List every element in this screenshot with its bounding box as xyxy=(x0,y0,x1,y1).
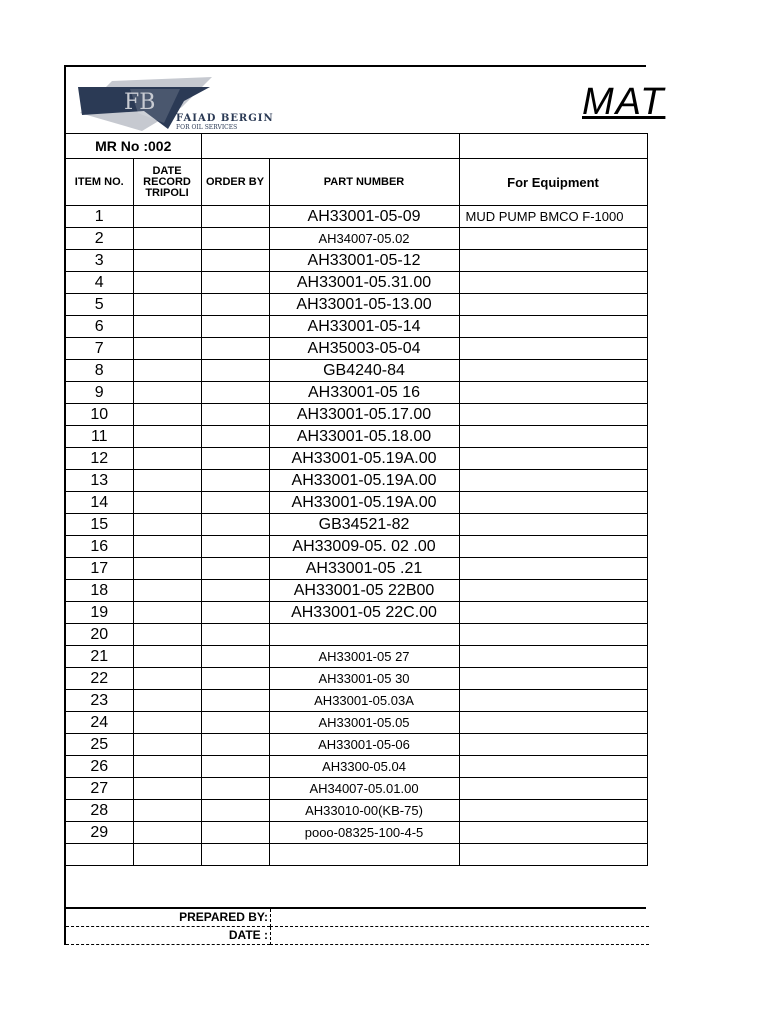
date-record-cell xyxy=(133,558,201,580)
item-number-cell: 13 xyxy=(65,470,133,492)
part-number-cell: AH33001-05 .21 xyxy=(269,558,459,580)
order-by-cell xyxy=(201,646,269,668)
item-number-cell: 26 xyxy=(65,756,133,778)
item-number-cell: 27 xyxy=(65,778,133,800)
part-number-cell: AH33001-05-12 xyxy=(269,250,459,272)
equipment-cell xyxy=(459,800,647,822)
part-number-cell: AH33010-00(KB-75) xyxy=(269,800,459,822)
equipment-cell xyxy=(459,470,647,492)
material-request-sheet xyxy=(64,65,666,945)
date-record-cell xyxy=(133,536,201,558)
equipment-cell xyxy=(459,778,647,800)
date-record-cell xyxy=(133,426,201,448)
part-number-cell: AH33001-05.05 xyxy=(269,712,459,734)
item-number-cell: 21 xyxy=(65,646,133,668)
order-by-cell xyxy=(201,624,269,646)
part-number-cell: AH33001-05.17.00 xyxy=(269,404,459,426)
date-record-cell xyxy=(133,316,201,338)
table-row xyxy=(65,492,647,514)
item-number-cell: 18 xyxy=(65,580,133,602)
table-row xyxy=(65,800,647,822)
item-number-cell: 2 xyxy=(65,228,133,250)
part-number-cell: AH33001-05-13.00 xyxy=(269,294,459,316)
date-record-cell xyxy=(133,250,201,272)
equipment-cell xyxy=(459,690,647,712)
table-row xyxy=(65,426,647,448)
company-subtitle: FOR OIL SERVICES xyxy=(176,124,238,131)
part-number-cell: AH33001-05-14 xyxy=(269,316,459,338)
order-by-cell xyxy=(201,668,269,690)
equipment-cell: MUD PUMP BMCO F-1000 xyxy=(459,206,647,228)
order-by-cell xyxy=(201,228,269,250)
equipment-cell xyxy=(459,646,647,668)
item-number-cell: 28 xyxy=(65,800,133,822)
table-row xyxy=(65,250,647,272)
part-number-cell: AH33001-05.19A.00 xyxy=(269,492,459,514)
item-number-cell: 15 xyxy=(65,514,133,536)
part-number-cell: AH33001-05.03A xyxy=(269,690,459,712)
equipment-cell xyxy=(459,536,647,558)
table-row xyxy=(65,514,647,536)
mr-right-cell xyxy=(459,134,647,159)
part-number-cell: AH33001-05 30 xyxy=(269,668,459,690)
equipment-cell xyxy=(459,492,647,514)
order-by-cell xyxy=(201,294,269,316)
order-by-cell xyxy=(201,272,269,294)
company-name: FAIAD BERGIN xyxy=(176,113,274,124)
col-for-equipment: For Equipment xyxy=(459,159,647,206)
equipment-cell xyxy=(459,338,647,360)
date-record-cell xyxy=(133,514,201,536)
equipment-cell xyxy=(459,756,647,778)
equipment-cell xyxy=(459,624,647,646)
date-record-cell xyxy=(133,492,201,514)
page-title: MAT xyxy=(582,81,666,123)
date-field[interactable] xyxy=(270,927,649,945)
table-row xyxy=(65,734,647,756)
col-part-number: PART NUMBER xyxy=(269,159,459,206)
date-record-cell xyxy=(133,470,201,492)
order-by-cell xyxy=(201,470,269,492)
order-by-cell xyxy=(201,514,269,536)
company-logo xyxy=(72,73,302,135)
column-header-row xyxy=(65,159,647,206)
date-line xyxy=(64,927,648,945)
equipment-cell xyxy=(459,514,647,536)
equipment-cell xyxy=(459,712,647,734)
date-record-cell xyxy=(133,690,201,712)
item-number-cell: 17 xyxy=(65,558,133,580)
table-row xyxy=(65,338,647,360)
order-by-cell xyxy=(201,822,269,844)
order-by-cell xyxy=(201,206,269,228)
part-number-cell: AH33009-05. 02 .00 xyxy=(269,536,459,558)
part-number-cell: AH34007-05.02 xyxy=(269,228,459,250)
remarks-band xyxy=(64,863,646,909)
item-number-cell: 23 xyxy=(65,690,133,712)
table-row xyxy=(65,602,647,624)
part-number-cell: AH34007-05.01.00 xyxy=(269,778,459,800)
table-row xyxy=(65,646,647,668)
equipment-cell xyxy=(459,822,647,844)
date-record-cell xyxy=(133,272,201,294)
part-number-cell: GB4240-84 xyxy=(269,360,459,382)
item-number-cell: 22 xyxy=(65,668,133,690)
order-by-cell xyxy=(201,338,269,360)
table-row xyxy=(65,536,647,558)
item-number-cell: 14 xyxy=(65,492,133,514)
equipment-cell xyxy=(459,228,647,250)
date-record-cell xyxy=(133,338,201,360)
order-by-cell xyxy=(201,448,269,470)
equipment-cell xyxy=(459,580,647,602)
table-row xyxy=(65,558,647,580)
date-record-cell xyxy=(133,294,201,316)
part-number-cell: AH33001-05.31.00 xyxy=(269,272,459,294)
item-number-cell: 19 xyxy=(65,602,133,624)
prepared-by-line xyxy=(64,909,648,927)
table-row xyxy=(65,712,647,734)
part-number-cell: GB34521-82 xyxy=(269,514,459,536)
order-by-cell xyxy=(201,778,269,800)
item-number-cell: 1 xyxy=(65,206,133,228)
equipment-cell xyxy=(459,360,647,382)
date-record-cell xyxy=(133,382,201,404)
date-record-cell xyxy=(133,734,201,756)
table-row xyxy=(65,822,647,844)
col-order-by: ORDER BY xyxy=(201,159,269,206)
date-record-cell xyxy=(133,448,201,470)
date-record-cell xyxy=(133,228,201,250)
part-number-cell: pooo-08325-100-4-5 xyxy=(269,822,459,844)
table-row xyxy=(65,294,647,316)
item-number-cell: 11 xyxy=(65,426,133,448)
part-number-cell: AH33001-05 16 xyxy=(269,382,459,404)
table-row xyxy=(65,448,647,470)
order-by-cell xyxy=(201,492,269,514)
mr-number: MR No :002 xyxy=(65,134,201,159)
order-by-cell xyxy=(201,404,269,426)
date-record-cell xyxy=(133,404,201,426)
order-by-cell xyxy=(201,690,269,712)
date-label: DATE : xyxy=(228,928,268,942)
part-number-cell: AH33001-05 27 xyxy=(269,646,459,668)
date-record-cell xyxy=(133,756,201,778)
part-number-cell xyxy=(269,624,459,646)
mr-blank-cell xyxy=(201,134,459,159)
order-by-cell xyxy=(201,734,269,756)
date-record-cell xyxy=(133,580,201,602)
parts-table xyxy=(64,133,648,866)
table-row xyxy=(65,580,647,602)
table-row xyxy=(65,382,647,404)
item-number-cell: 16 xyxy=(65,536,133,558)
table-row xyxy=(65,228,647,250)
order-by-cell xyxy=(201,382,269,404)
item-number-cell: 25 xyxy=(65,734,133,756)
table-row xyxy=(65,778,647,800)
equipment-cell xyxy=(459,426,647,448)
part-number-cell: AH33001-05.19A.00 xyxy=(269,470,459,492)
order-by-cell xyxy=(201,536,269,558)
col-date-record: DATE RECORD TRIPOLI xyxy=(133,159,201,206)
part-number-cell: AH35003-05-04 xyxy=(269,338,459,360)
item-number-cell: 3 xyxy=(65,250,133,272)
date-record-cell xyxy=(133,778,201,800)
order-by-cell xyxy=(201,602,269,624)
table-row xyxy=(65,404,647,426)
equipment-cell xyxy=(459,316,647,338)
item-number-cell: 20 xyxy=(65,624,133,646)
order-by-cell xyxy=(201,756,269,778)
order-by-cell xyxy=(201,712,269,734)
item-number-cell: 8 xyxy=(65,360,133,382)
item-number-cell: 29 xyxy=(65,822,133,844)
item-number-cell: 5 xyxy=(65,294,133,316)
table-row xyxy=(65,316,647,338)
item-number-cell: 10 xyxy=(65,404,133,426)
prepared-by-field[interactable] xyxy=(270,909,649,927)
order-by-cell xyxy=(201,800,269,822)
equipment-cell xyxy=(459,272,647,294)
equipment-cell xyxy=(459,602,647,624)
date-record-cell xyxy=(133,822,201,844)
date-record-cell xyxy=(133,624,201,646)
table-row xyxy=(65,624,647,646)
equipment-cell xyxy=(459,558,647,580)
equipment-cell xyxy=(459,382,647,404)
date-record-cell xyxy=(133,800,201,822)
prepared-by-label: PREPARED BY: xyxy=(179,910,268,924)
col-item-no: ITEM NO. xyxy=(65,159,133,206)
logo-letters: FB xyxy=(124,90,156,115)
part-number-cell: AH33001-05 22C.00 xyxy=(269,602,459,624)
table-row xyxy=(65,206,647,228)
equipment-cell xyxy=(459,734,647,756)
table-row xyxy=(65,360,647,382)
order-by-cell xyxy=(201,360,269,382)
date-record-cell xyxy=(133,206,201,228)
mr-row xyxy=(65,134,647,159)
item-number-cell: 24 xyxy=(65,712,133,734)
equipment-cell xyxy=(459,668,647,690)
part-number-cell: AH3300-05.04 xyxy=(269,756,459,778)
item-number-cell: 6 xyxy=(65,316,133,338)
item-number-cell: 7 xyxy=(65,338,133,360)
order-by-cell xyxy=(201,558,269,580)
table-row xyxy=(65,272,647,294)
table-row xyxy=(65,470,647,492)
date-record-cell xyxy=(133,602,201,624)
order-by-cell xyxy=(201,426,269,448)
part-number-cell: AH33001-05.18.00 xyxy=(269,426,459,448)
order-by-cell xyxy=(201,250,269,272)
equipment-cell xyxy=(459,250,647,272)
equipment-cell xyxy=(459,448,647,470)
part-number-cell: AH33001-05-09 xyxy=(269,206,459,228)
header-band xyxy=(64,65,666,135)
part-number-cell: AH33001-05.19A.00 xyxy=(269,448,459,470)
part-number-cell: AH33001-05-06 xyxy=(269,734,459,756)
table-row xyxy=(65,756,647,778)
table-row xyxy=(65,690,647,712)
date-record-cell xyxy=(133,712,201,734)
item-number-cell: 9 xyxy=(65,382,133,404)
order-by-cell xyxy=(201,316,269,338)
equipment-cell xyxy=(459,294,647,316)
table-row xyxy=(65,668,647,690)
date-record-cell xyxy=(133,668,201,690)
item-number-cell: 4 xyxy=(65,272,133,294)
date-record-cell xyxy=(133,360,201,382)
part-number-cell: AH33001-05 22B00 xyxy=(269,580,459,602)
date-record-cell xyxy=(133,646,201,668)
item-number-cell: 12 xyxy=(65,448,133,470)
order-by-cell xyxy=(201,580,269,602)
equipment-cell xyxy=(459,404,647,426)
